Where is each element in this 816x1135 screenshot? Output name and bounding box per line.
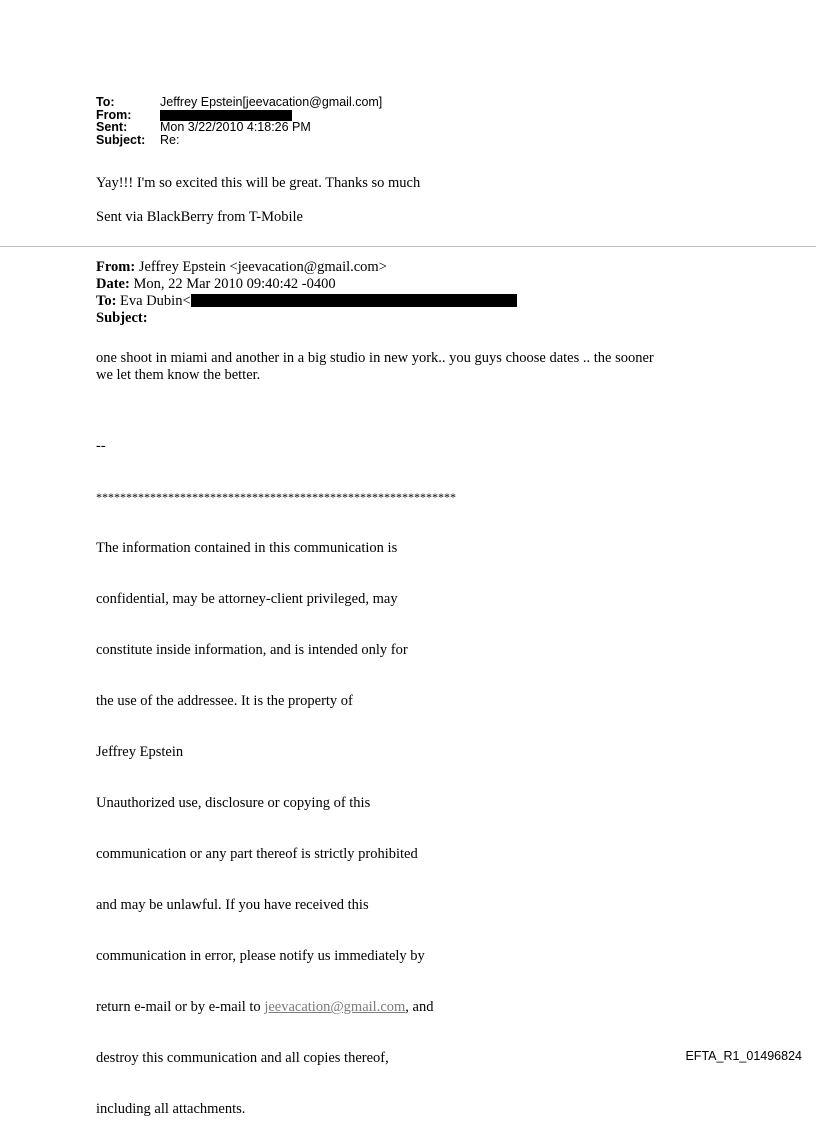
quoted-message: [96, 350, 654, 384]
quoted-to-row: [96, 293, 517, 310]
return-suffix: , and: [405, 999, 434, 1015]
disclaimer-line: The information contained in this communication is: [96, 540, 398, 556]
quoted-from-label: From:: [96, 259, 136, 275]
disclaimer-line: and may be unlawful. If you have received this: [96, 897, 369, 913]
document-id: EFTA_R1_01496824: [685, 1049, 802, 1063]
disclaimer-line: constitute inside information, and is intended only for: [96, 642, 408, 658]
subject-row: [96, 134, 382, 147]
disclaimer: [96, 404, 456, 1135]
redaction-bar: [191, 294, 517, 307]
disclaimer-line: communication in error, please notify us immediately by: [96, 948, 425, 964]
sent-row: [96, 121, 382, 134]
signature-stars: ************************************************************: [96, 490, 456, 504]
reply-line-1: Yay!!! I'm so excited this will be great. Thanks so much: [96, 175, 421, 191]
quoted-date-row: [96, 276, 517, 293]
message-line: we let them know the better.: [96, 367, 261, 383]
quoted-from-row: [96, 259, 517, 276]
subject-label: Subject:: [96, 132, 146, 147]
disclaimer-line-with-link: [96, 999, 456, 1016]
quoted-subject-row: [96, 310, 517, 327]
to-row: [96, 96, 382, 109]
email-header: [96, 96, 382, 146]
disclaimer-line: Jeffrey Epstein: [96, 744, 184, 760]
to-value: Jeffrey Epstein[jeevacation@gmail.com]: [160, 95, 383, 109]
quoted-date-label: Date:: [96, 276, 130, 292]
divider: [0, 246, 816, 247]
quoted-to-value: Eva Dubin<: [116, 293, 191, 309]
disclaimer-line: the use of the addressee. It is the property of: [96, 693, 353, 709]
disclaimer-line: destroy this communication and all copies thereof,: [96, 1050, 389, 1066]
disclaimer-line: communication or any part thereof is strictly prohibited: [96, 846, 418, 862]
sent-value: Mon 3/22/2010 4:18:26 PM: [160, 120, 311, 134]
quoted-header: [96, 259, 517, 327]
sent-label: Sent:: [96, 120, 128, 134]
message-line: one shoot in miami and another in a big studio in new york.. you guys choose dates .. the sooner: [96, 350, 654, 366]
disclaimer-line: confidential, may be attorney-client privileged, may: [96, 591, 398, 607]
from-label: From:: [96, 107, 132, 122]
quoted-date-value: Mon, 22 Mar 2010 09:40:42 -0400: [129, 276, 336, 292]
redaction-bar: [160, 110, 292, 121]
to-label: To:: [96, 95, 115, 109]
email-link[interactable]: jeevacation@gmail.com: [264, 999, 406, 1015]
return-prefix: return e-mail or by e-mail to: [96, 999, 265, 1015]
signature-dashes: --: [96, 438, 106, 454]
quoted-subject-label: Subject:: [96, 310, 148, 326]
quoted-to-label: To:: [96, 293, 117, 309]
subject-value: Re:: [160, 132, 180, 147]
disclaimer-line: including all attachments.: [96, 1101, 246, 1117]
reply-signature-line: Sent via BlackBerry from T-Mobile: [96, 209, 303, 225]
disclaimer-line: Unauthorized use, disclosure or copying of this: [96, 795, 371, 811]
quoted-from-value: Jeffrey Epstein <jeevacation@gmail.com>: [135, 259, 387, 275]
